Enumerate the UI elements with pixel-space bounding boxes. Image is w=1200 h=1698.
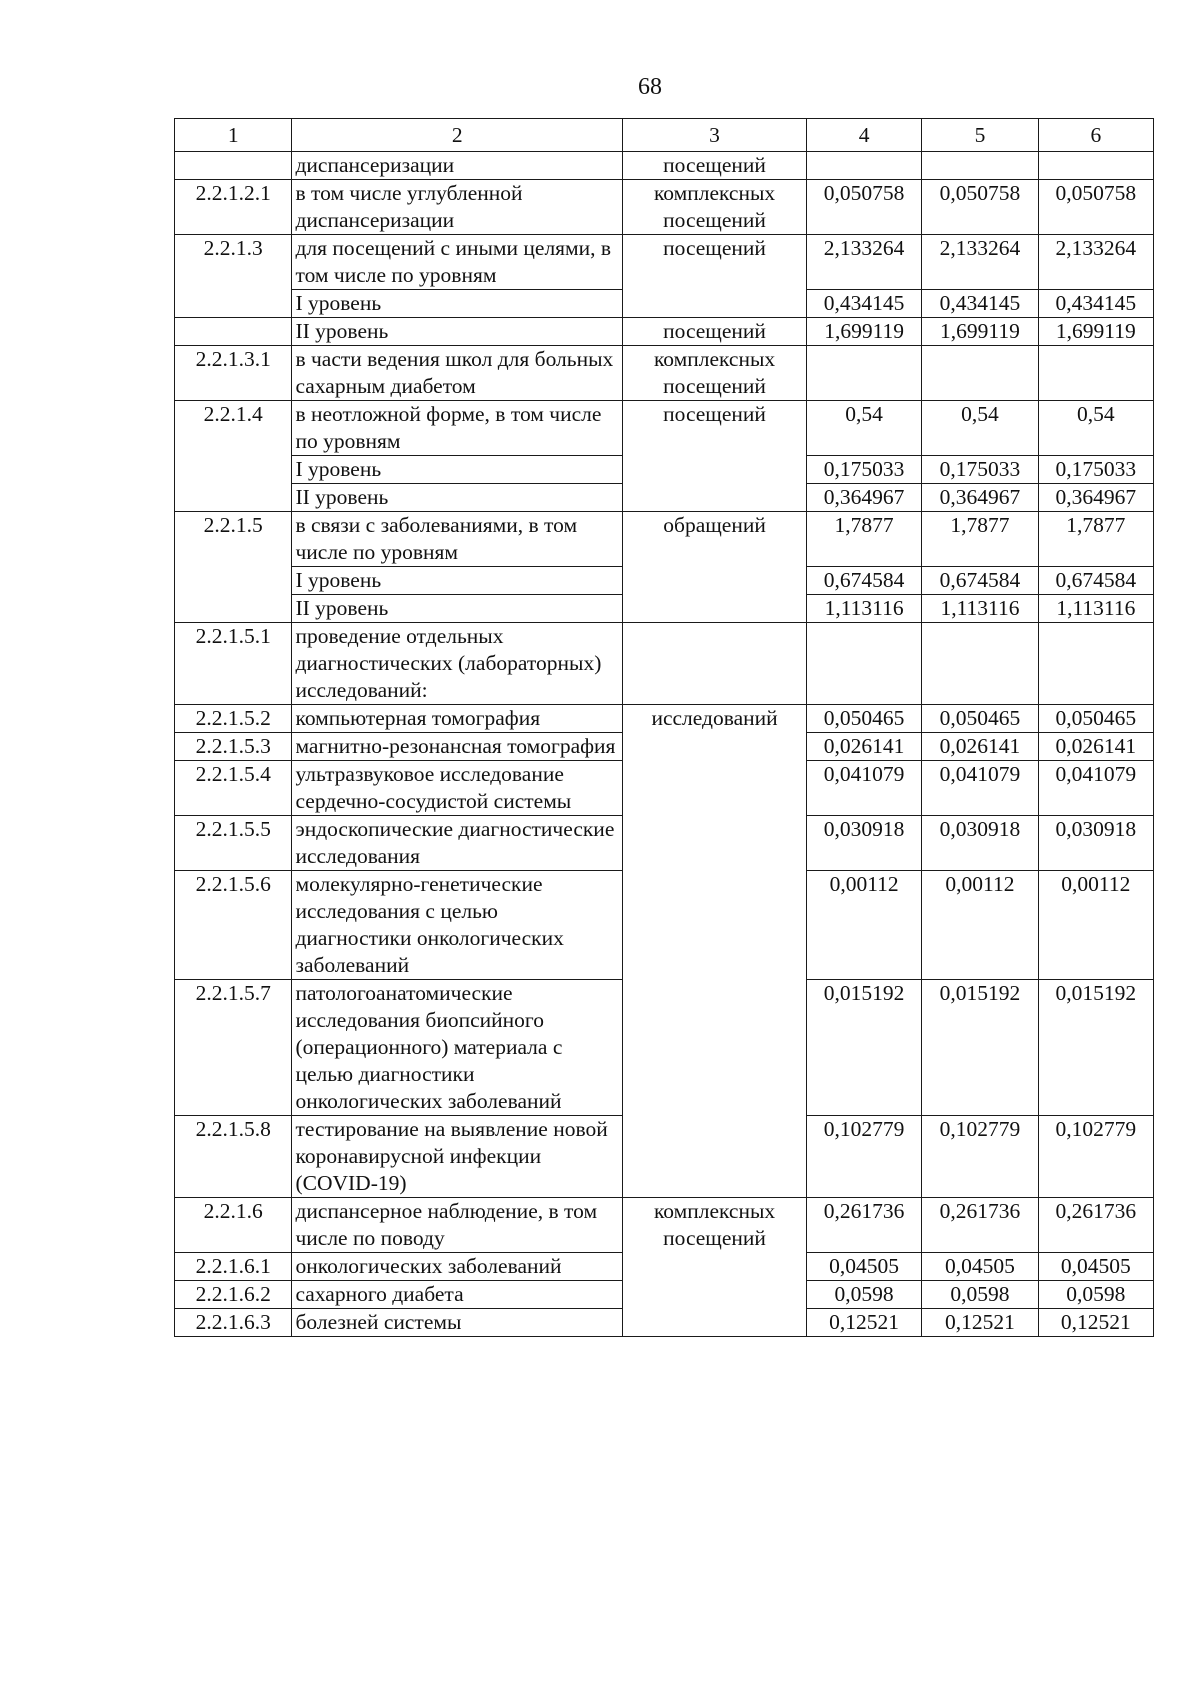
- row-value-4: 0,00112: [806, 871, 921, 980]
- row-value-6: [1038, 152, 1153, 180]
- table-row: [175, 401, 1154, 456]
- row-unit: обращений: [623, 512, 807, 623]
- row-value-4: 0,674584: [806, 567, 921, 595]
- row-value-5: 0,041079: [922, 761, 1038, 816]
- row-value-4: [806, 152, 921, 180]
- data-table: [174, 118, 1154, 1337]
- row-code: 2.2.1.5.4: [175, 761, 292, 816]
- row-value-5: 0,00112: [922, 871, 1038, 980]
- row-value-6: 0,026141: [1038, 733, 1153, 761]
- row-value-4: 0,050758: [806, 180, 921, 235]
- table-row: [175, 705, 1154, 733]
- row-name: в связи с заболеваниями, в том числе по уровням: [292, 512, 623, 567]
- row-value-5: 0,434145: [922, 290, 1038, 318]
- column-number: 5: [922, 119, 1038, 152]
- row-value-4: 0,041079: [806, 761, 921, 816]
- table-row: [175, 152, 1154, 180]
- row-value-6: [1038, 623, 1153, 705]
- row-value-6: 2,133264: [1038, 235, 1153, 290]
- row-code: [175, 152, 292, 180]
- row-value-4: 0,026141: [806, 733, 921, 761]
- row-name: сахарного диабета: [292, 1281, 623, 1309]
- row-value-5: 0,364967: [922, 484, 1038, 512]
- row-value-4: 0,0598: [806, 1281, 921, 1309]
- row-value-5: 0,261736: [922, 1198, 1038, 1253]
- row-value-6: 0,050465: [1038, 705, 1153, 733]
- row-value-5: 0,015192: [922, 980, 1038, 1116]
- row-value-6: [1038, 346, 1153, 401]
- row-unit: посещений: [623, 235, 807, 318]
- row-value-4: [806, 623, 921, 705]
- row-name: в части ведения школ для больных сахарным диабетом: [292, 346, 623, 401]
- row-name: диспансеризации: [292, 152, 623, 180]
- row-value-4: 0,050465: [806, 705, 921, 733]
- row-name: эндоскопические диагностические исследования: [292, 816, 623, 871]
- row-code: 2.2.1.6.2: [175, 1281, 292, 1309]
- row-value-6: 1,113116: [1038, 595, 1153, 623]
- row-value-5: 0,12521: [922, 1309, 1038, 1337]
- row-value-6: 0,015192: [1038, 980, 1153, 1116]
- row-code: 2.2.1.5.5: [175, 816, 292, 871]
- row-value-6: 1,699119: [1038, 318, 1153, 346]
- row-value-5: 0,050465: [922, 705, 1038, 733]
- row-name: компьютерная томография: [292, 705, 623, 733]
- row-value-4: [806, 346, 921, 401]
- row-name: ультразвуковое исследование сердечно-сосудистой системы: [292, 761, 623, 816]
- row-code: [175, 318, 292, 346]
- row-value-6: 0,364967: [1038, 484, 1153, 512]
- row-code: 2.2.1.5.6: [175, 871, 292, 980]
- row-value-6: 0,04505: [1038, 1253, 1153, 1281]
- row-value-5: 0,674584: [922, 567, 1038, 595]
- column-number: 6: [1038, 119, 1153, 152]
- row-value-4: 0,04505: [806, 1253, 921, 1281]
- page-number: 68: [638, 74, 662, 100]
- row-value-5: 0,0598: [922, 1281, 1038, 1309]
- row-value-6: 0,261736: [1038, 1198, 1153, 1253]
- row-code: 2.2.1.6: [175, 1198, 292, 1253]
- row-name: I уровень: [292, 456, 623, 484]
- row-code: 2.2.1.6.1: [175, 1253, 292, 1281]
- row-value-6: 0,0598: [1038, 1281, 1153, 1309]
- table-row: [175, 180, 1154, 235]
- row-value-5: [922, 346, 1038, 401]
- table-row: [175, 235, 1154, 290]
- row-unit: посещений: [623, 401, 807, 512]
- row-value-6: 0,175033: [1038, 456, 1153, 484]
- row-name: тестирование на выявление новой коронавирусной инфекции (COVID-19): [292, 1116, 623, 1198]
- row-value-4: 1,113116: [806, 595, 921, 623]
- row-code: 2.2.1.2.1: [175, 180, 292, 235]
- row-value-6: 0,434145: [1038, 290, 1153, 318]
- row-name: I уровень: [292, 567, 623, 595]
- row-unit: комплексных посещений: [623, 180, 807, 235]
- row-value-5: 0,102779: [922, 1116, 1038, 1198]
- row-value-4: 0,030918: [806, 816, 921, 871]
- table-row: [175, 1198, 1154, 1253]
- row-value-5: 2,133264: [922, 235, 1038, 290]
- row-unit: комплексных посещений: [623, 1198, 807, 1337]
- row-name: в том числе углубленной диспансеризации: [292, 180, 623, 235]
- row-value-6: 1,7877: [1038, 512, 1153, 567]
- column-number-row: [175, 119, 1154, 152]
- column-number: 1: [175, 119, 292, 152]
- row-name: онкологических заболеваний: [292, 1253, 623, 1281]
- row-value-6: 0,030918: [1038, 816, 1153, 871]
- row-value-6: 0,050758: [1038, 180, 1153, 235]
- row-value-5: 1,7877: [922, 512, 1038, 567]
- row-code: 2.2.1.5.1: [175, 623, 292, 705]
- row-value-6: 0,102779: [1038, 1116, 1153, 1198]
- row-name: II уровень: [292, 318, 623, 346]
- row-name: проведение отдельных диагностических (лабораторных) исследований:: [292, 623, 623, 705]
- table-row: [175, 623, 1154, 705]
- row-name: для посещений с иными целями, в том числе по уровням: [292, 235, 623, 290]
- row-name: диспансерное наблюдение, в том числе по поводу: [292, 1198, 623, 1253]
- column-number: 2: [292, 119, 623, 152]
- row-code: 2.2.1.6.3: [175, 1309, 292, 1337]
- row-code: 2.2.1.5.7: [175, 980, 292, 1116]
- row-unit: посещений: [623, 152, 807, 180]
- row-code: 2.2.1.5.3: [175, 733, 292, 761]
- row-value-5: 0,04505: [922, 1253, 1038, 1281]
- row-code: 2.2.1.5.2: [175, 705, 292, 733]
- row-code: 2.2.1.5: [175, 512, 292, 623]
- row-code: 2.2.1.5.8: [175, 1116, 292, 1198]
- row-value-5: [922, 152, 1038, 180]
- row-value-4: 1,7877: [806, 512, 921, 567]
- row-value-5: 0,030918: [922, 816, 1038, 871]
- row-name: магнитно-резонансная томография: [292, 733, 623, 761]
- row-name: молекулярно-генетические исследования с целью диагностики онкологических заболеваний: [292, 871, 623, 980]
- row-value-4: 2,133264: [806, 235, 921, 290]
- row-name: болезней системы: [292, 1309, 623, 1337]
- row-code: 2.2.1.4: [175, 401, 292, 512]
- row-name: II уровень: [292, 595, 623, 623]
- row-value-4: 0,54: [806, 401, 921, 456]
- row-value-5: 1,113116: [922, 595, 1038, 623]
- row-code: 2.2.1.3.1: [175, 346, 292, 401]
- row-value-4: 0,102779: [806, 1116, 921, 1198]
- row-value-5: 0,026141: [922, 733, 1038, 761]
- row-value-5: 0,54: [922, 401, 1038, 456]
- row-value-6: 0,54: [1038, 401, 1153, 456]
- row-value-4: 0,364967: [806, 484, 921, 512]
- row-name: II уровень: [292, 484, 623, 512]
- row-unit: исследований: [623, 705, 807, 1198]
- row-name: патологоанатомические исследования биопсийного (операционного) материала с целью диагностики онкологических заболеваний: [292, 980, 623, 1116]
- row-value-4: 0,175033: [806, 456, 921, 484]
- row-value-6: 0,00112: [1038, 871, 1153, 980]
- row-value-5: 0,050758: [922, 180, 1038, 235]
- row-value-4: 0,434145: [806, 290, 921, 318]
- row-unit: комплексных посещений: [623, 346, 807, 401]
- row-value-6: 0,674584: [1038, 567, 1153, 595]
- row-value-4: 0,015192: [806, 980, 921, 1116]
- row-value-4: 0,261736: [806, 1198, 921, 1253]
- row-name: I уровень: [292, 290, 623, 318]
- row-value-4: 1,699119: [806, 318, 921, 346]
- row-value-6: 0,041079: [1038, 761, 1153, 816]
- row-unit: [623, 623, 807, 705]
- row-name: в неотложной форме, в том числе по уровням: [292, 401, 623, 456]
- row-unit: посещений: [623, 318, 807, 346]
- row-value-5: 0,175033: [922, 456, 1038, 484]
- column-number: 3: [623, 119, 807, 152]
- row-value-5: [922, 623, 1038, 705]
- table-row: [175, 512, 1154, 567]
- table-row: [175, 346, 1154, 401]
- row-value-5: 1,699119: [922, 318, 1038, 346]
- column-number: 4: [806, 119, 921, 152]
- row-code: 2.2.1.3: [175, 235, 292, 318]
- row-value-6: 0,12521: [1038, 1309, 1153, 1337]
- table-row: [175, 318, 1154, 346]
- row-value-4: 0,12521: [806, 1309, 921, 1337]
